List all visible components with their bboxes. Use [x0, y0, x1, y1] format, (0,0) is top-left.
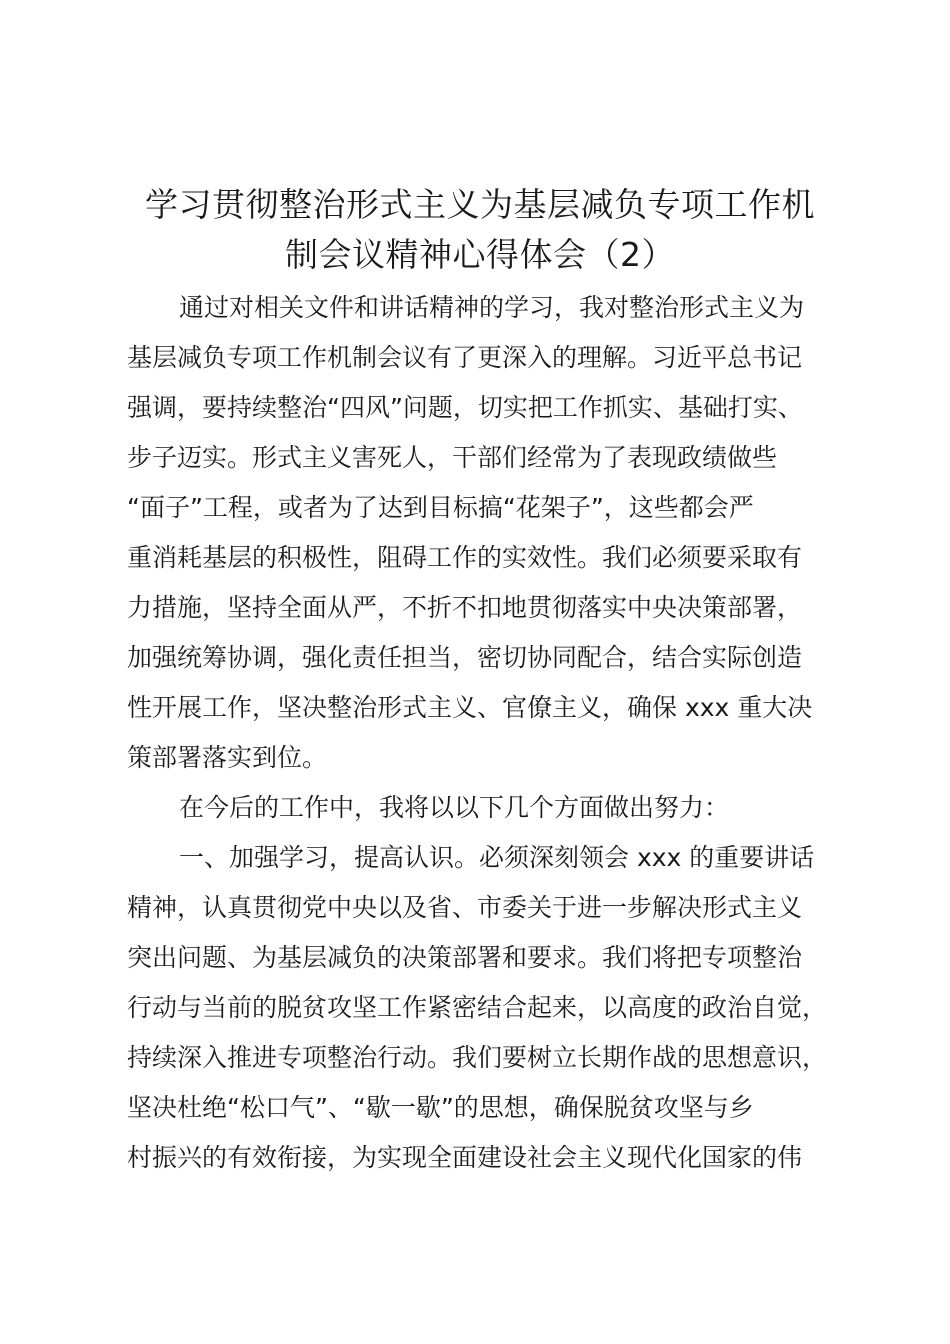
paragraph-1	[127, 283, 857, 783]
title-line-1: 学习贯彻整治形式主义为基层减负专项工作机	[145, 185, 815, 224]
paragraph-line: 基层减负专项工作机制会议有了更深入的理解。习近平总书记	[127, 343, 803, 372]
paragraph-line: 加强统筹协调，强化责任担当，密切协同配合，结合实际创造	[127, 643, 803, 672]
document-title	[110, 180, 850, 280]
paragraph-line: 持续深入推进专项整治行动。我们要树立长期作战的思想意识，	[127, 1043, 828, 1072]
paragraph-line: 行动与当前的脱贫攻坚工作紧密结合起来，以高度的政治自觉，	[127, 993, 828, 1022]
paragraph-line: 步子迈实。形式主义害死人，干部们经常为了表现政绩做些	[127, 443, 778, 472]
paragraph-line: 在今后的工作中，我将以以下几个方面做出努力：	[179, 793, 730, 822]
paragraph-line: 精神，认真贯彻党中央以及省、市委关于进一步解决形式主义	[127, 893, 803, 922]
paragraph-line: 策部署落实到位。	[127, 743, 328, 772]
paragraph-line: “面子”工程，或者为了达到目标搞“花架子”，这些都会严	[127, 493, 754, 522]
paragraph-line: 村振兴的有效衔接，为实现全面建设社会主义现代化国家的伟	[127, 1143, 803, 1172]
paragraph-line: 性开展工作，坚决整治形式主义、官僚主义，确保 xxx 重大决	[127, 693, 813, 722]
paragraph-line: 突出问题、为基层减负的决策部署和要求。我们将把专项整治	[127, 943, 803, 972]
paragraph-line: 坚决杜绝“松口气”、“歇一歇”的思想，确保脱贫攻坚与乡	[127, 1093, 754, 1122]
paragraph-line: 通过对相关文件和讲话精神的学习，我对整治形式主义为	[179, 293, 805, 322]
paragraph-line: 力措施，坚持全面从严，不折不扣地贯彻落实中央决策部署，	[127, 593, 803, 622]
paragraph-line: 强调，要持续整治“四风”问题，切实把工作抓实、基础打实、	[127, 393, 803, 422]
paragraph-3	[127, 833, 857, 1183]
paragraph-line: 重消耗基层的积极性，阻碍工作的实效性。我们必须要采取有	[127, 543, 803, 572]
title-line-2: 制会议精神心得体会（2）	[285, 235, 675, 274]
paragraph-line: 一、加强学习，提高认识。必须深刻领会 xxx 的重要讲话	[179, 843, 815, 872]
document-body	[127, 283, 857, 1183]
paragraph-2	[127, 783, 857, 833]
